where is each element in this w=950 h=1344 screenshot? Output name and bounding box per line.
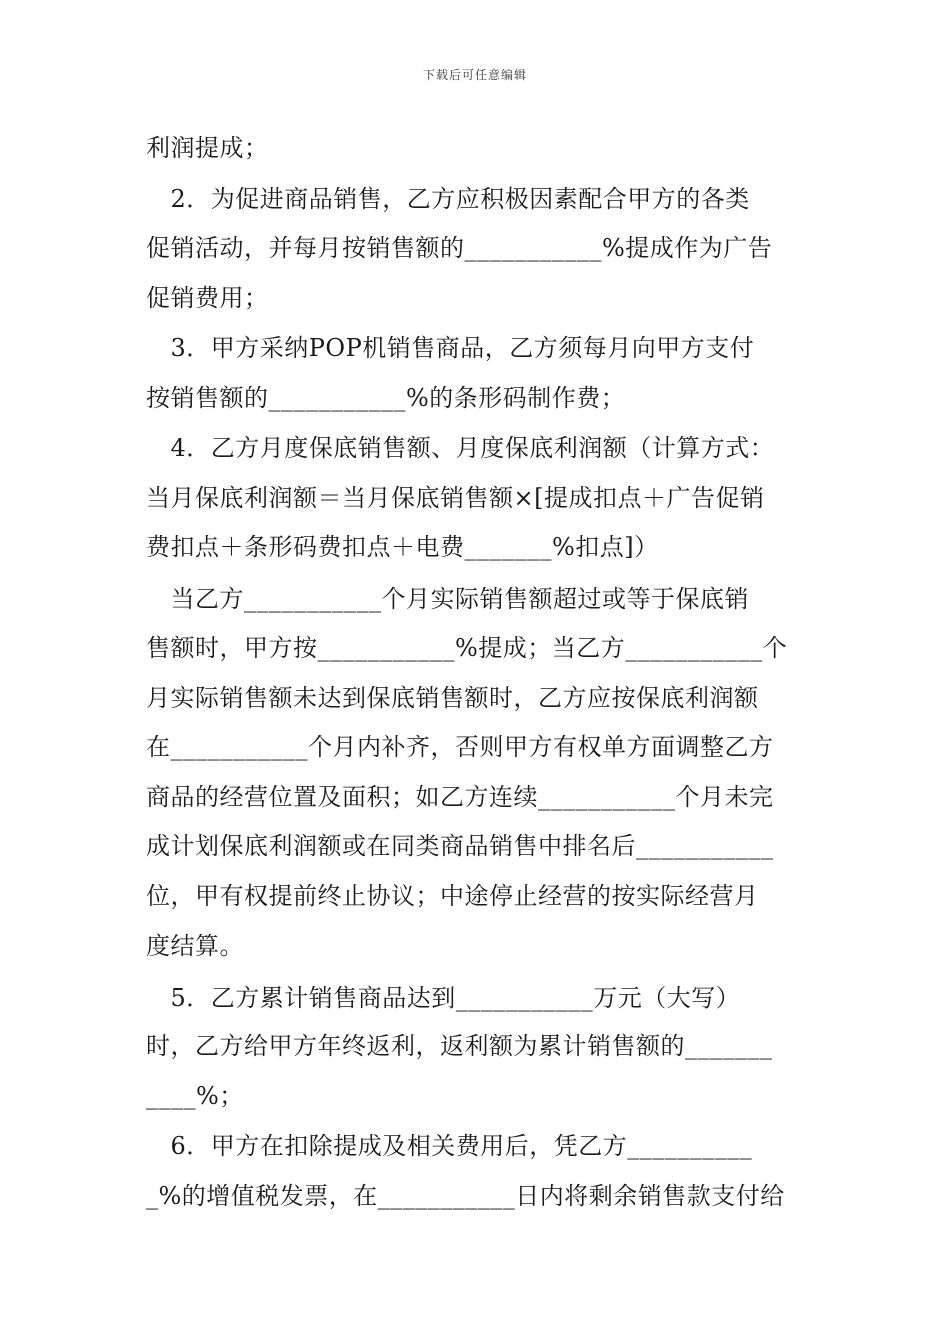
text-line: 度结算。	[146, 932, 244, 960]
text-line: 售额时，甲方按___________%提成；当乙方___________个	[146, 634, 788, 662]
text-line: 商品的经营位置及面积；如乙方连续___________个月未完	[146, 783, 774, 811]
text-line: 2．为促进商品销售，乙方应积极因素配合甲方的各类	[146, 185, 750, 213]
text-line: 利润提成；	[146, 134, 269, 162]
text-line: 6．甲方在扣除提成及相关费用后，凭乙方__________	[146, 1132, 753, 1160]
text-line: 月实际销售额未达到保底销售额时，乙方应按保底利润额	[146, 684, 759, 712]
text-line: 促销费用；	[146, 284, 269, 312]
text-line: 当乙方___________个月实际销售额超过或等于保底销	[146, 585, 749, 613]
page-header: 下载后可任意编辑	[422, 68, 527, 82]
text-line: 4．乙方月度保底销售额、月度保底利润额（计算方式：	[146, 434, 775, 462]
text-line: 在___________个月内补齐，否则甲方有权单方面调整乙方	[146, 733, 774, 761]
text-line: 位，甲有权提前终止协议；中途停止经营的按实际经营月	[146, 882, 759, 910]
text-line: 费扣点＋条形码费扣点＋电费_______%扣点]）	[146, 533, 659, 561]
text-line: 当月保底利润额＝当月保底销售额×[提成扣点＋广告促销	[146, 484, 765, 512]
text-line: 3．甲方采纳POP机销售商品，乙方须每月向甲方支付	[146, 334, 755, 362]
text-line: 5．乙方累计销售商品达到___________万元（大写）	[146, 984, 741, 1012]
text-line: 按销售额的___________%的条形码制作费；	[146, 384, 626, 412]
text-line: 促销活动，并每月按销售额的___________%提成作为广告	[146, 234, 773, 262]
text-line: 成计划保底利润额或在同类商品销售中排名后___________	[146, 832, 774, 860]
text-line: 时，乙方给甲方年终返利，返利额为累计销售额的_______	[146, 1032, 773, 1060]
text-line: _%的增值税发票，在___________日内将剩余销售款支付给	[146, 1182, 785, 1210]
text-line: ____%；	[146, 1082, 244, 1110]
